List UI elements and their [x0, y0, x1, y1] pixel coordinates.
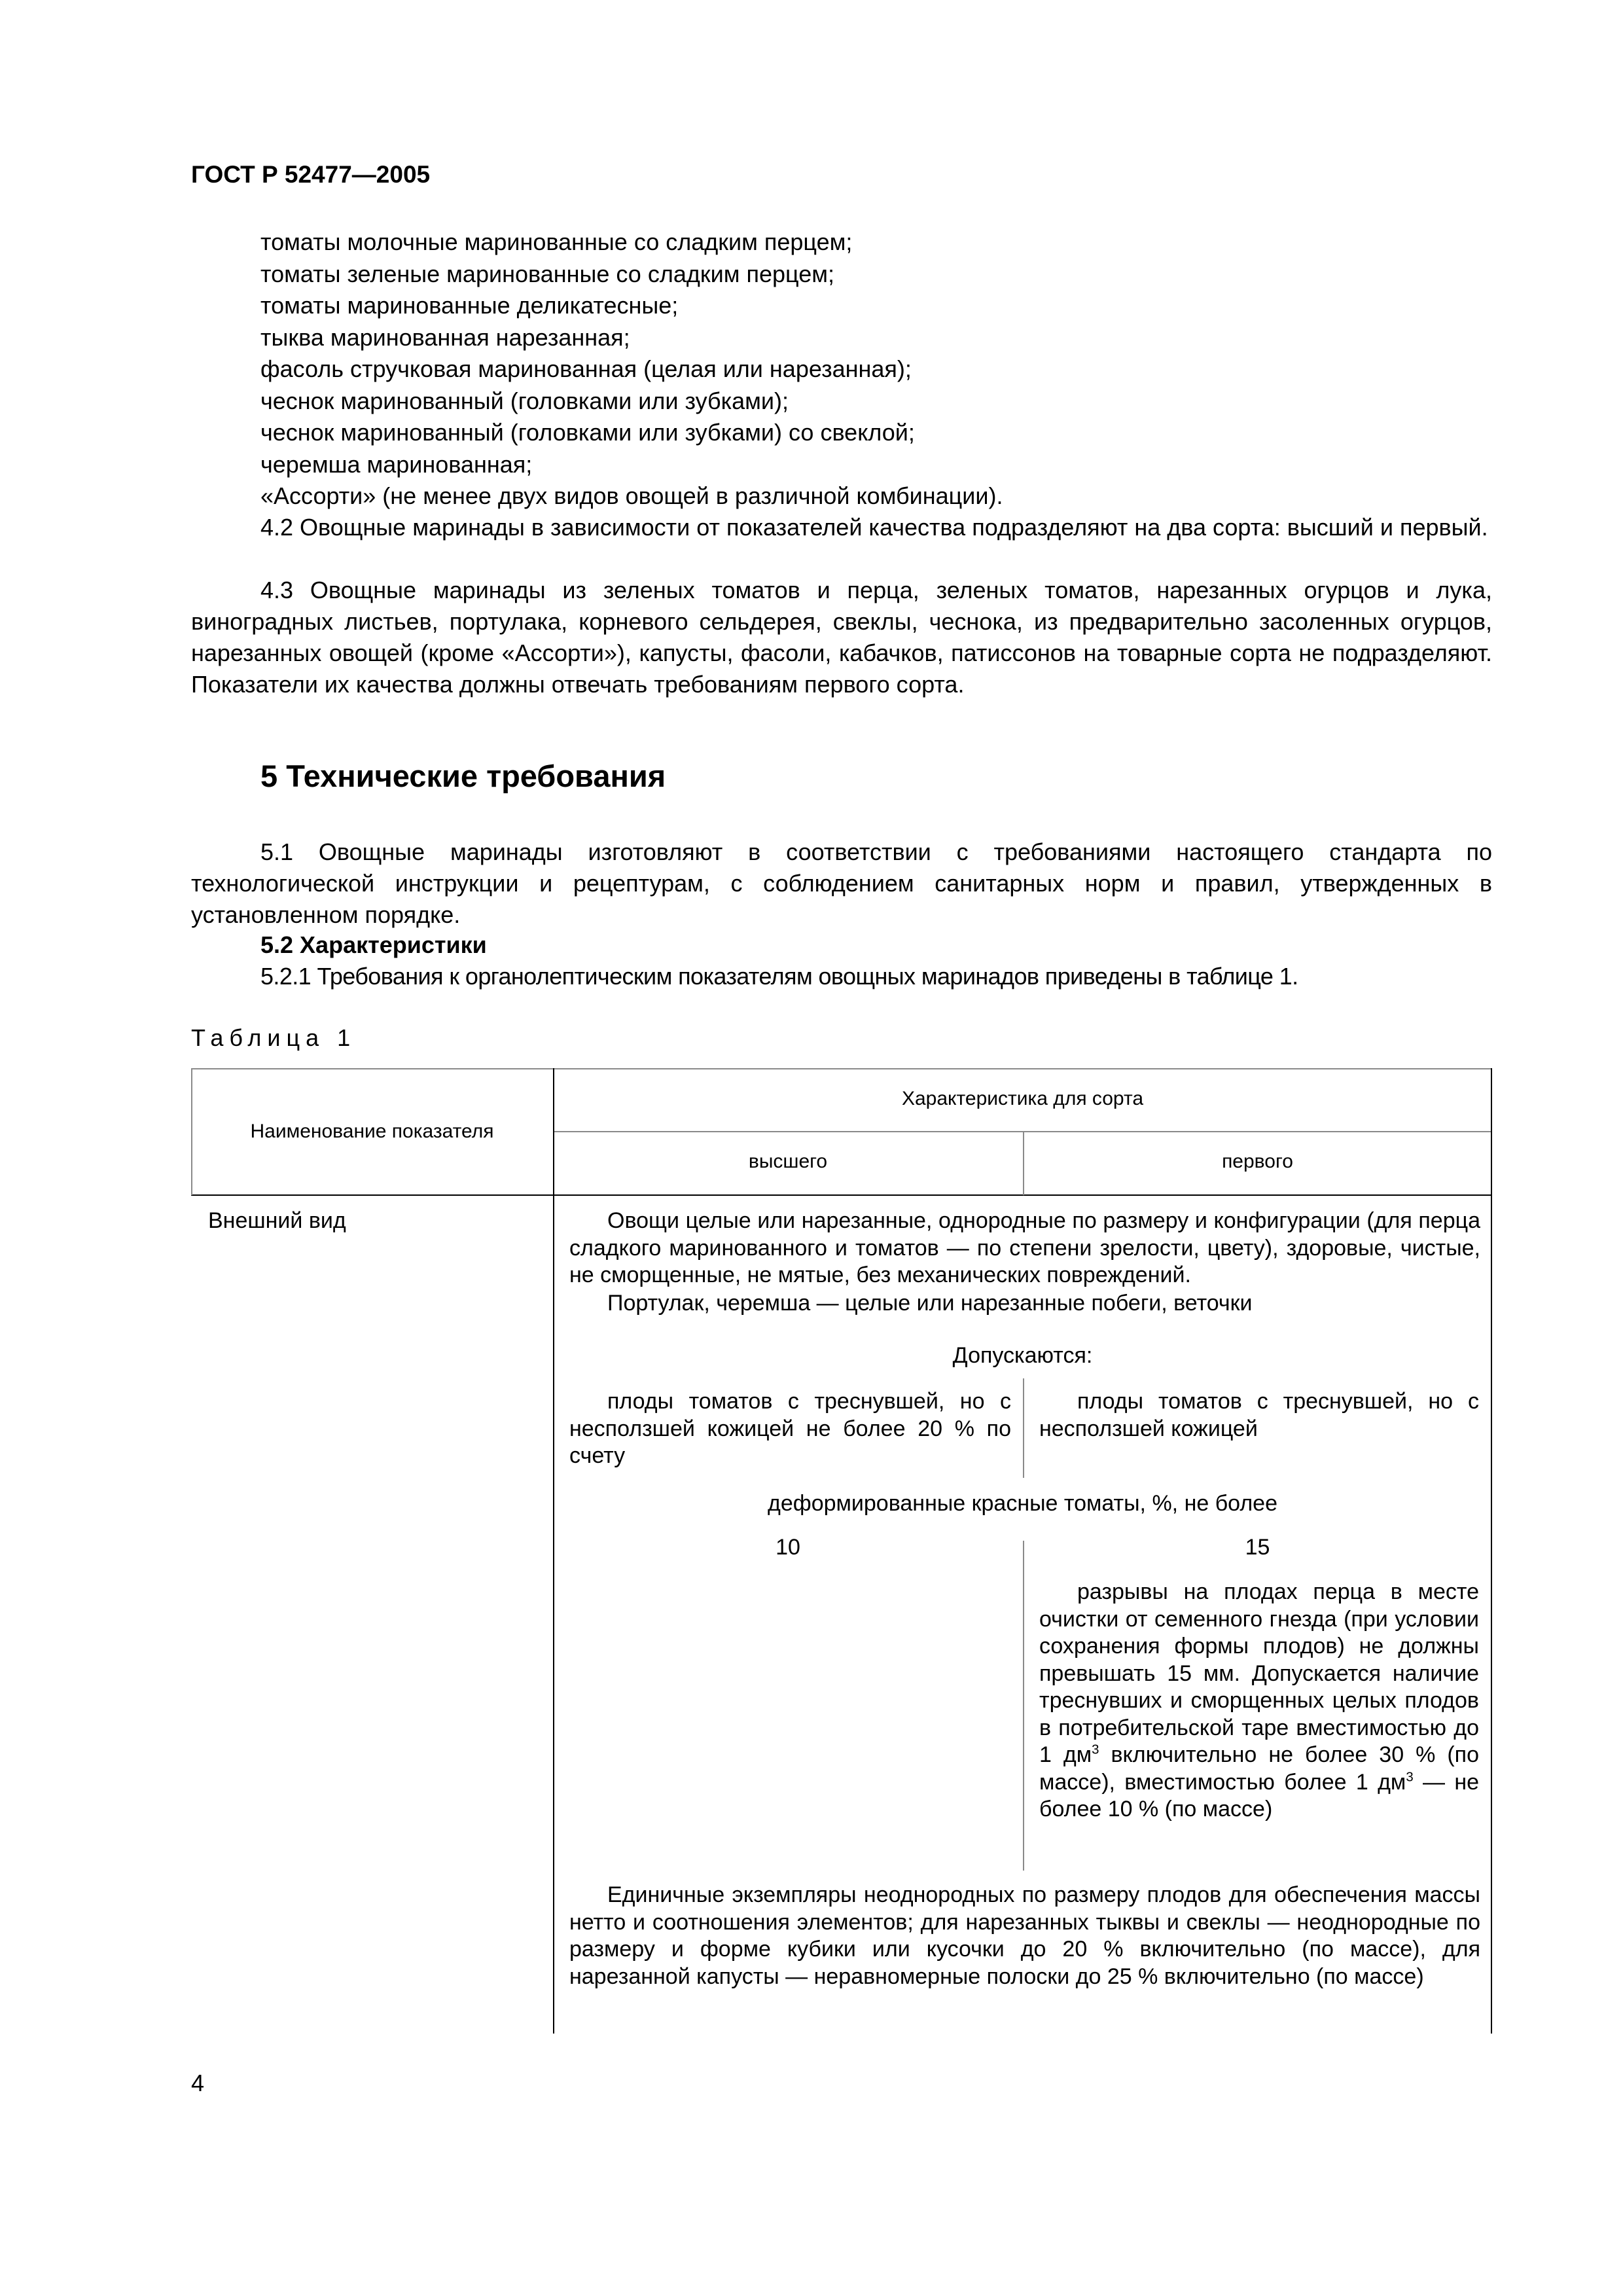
single-specimens-text: Единичные экземпляры неоднородных по размеру плодов для обеспечения массы нетто и соотношения элементов; для нарезанных тыквы и свеклы — неоднородные по размеру и форме кубики или кусочки до 20 % включительно (по массе), для нарезанной капусты — неравномерные полоски до 25 % включительно (по массе) [569, 1882, 1480, 1989]
superscript-3: 3 [1406, 1770, 1414, 1785]
col-header-group: Характеристика для сорта [901, 1088, 1144, 1109]
list-item: тыква маринованная нарезанная; [260, 323, 630, 351]
page-number: 4 [191, 2070, 205, 2096]
col-header-indicator: Наименование показателя [250, 1121, 494, 1142]
tomato-cracks-high: плоды томатов с треснувшей, но с несползшей кожицей не более 20 % по счету [569, 1389, 1011, 1468]
paragraph-5-2-1: 5.2.1 Требования к органолептическим показателям овощных маринадов приведены в таблице 1. [260, 963, 1298, 990]
table-cell-rule [1023, 1378, 1024, 1478]
table-cell-rule [1023, 1541, 1024, 1871]
product-list [260, 226, 1504, 512]
document-header: ГОСТ Р 52477—2005 [191, 161, 431, 188]
section-5-title: 5 Технические требования [260, 759, 666, 793]
deformed-high-value: 10 [776, 1535, 800, 1560]
col-header-first: первого [1222, 1151, 1293, 1172]
col-header-high: высшего [748, 1151, 828, 1172]
pepper-text-b: включительно не более 30 % (по массе), вместимостью более 1 дм [1039, 1742, 1479, 1795]
list-item: черемша маринованная; [260, 450, 533, 478]
pepper-text [1039, 1579, 1479, 1823]
subsection-5-2-title: 5.2 Характеристики [260, 931, 487, 958]
paragraph-5-1: 5.1 Овощные маринады изготовляют в соответствии с требованиями настоящего стандарта по технологической инструкции и рецептурам, с соблюдением санитарных норм и правил, утвержденных в установленном порядке. [191, 838, 1492, 928]
portulak-text: Портулак, черемша — целые или нарезанные побеги, веточки [607, 1291, 1253, 1316]
row-name: Внешний вид [208, 1208, 346, 1233]
superscript-3: 3 [1092, 1742, 1099, 1757]
deformed-label: деформированные красные томаты, %, не более [767, 1491, 1277, 1516]
list-item: томаты молочные маринованные со сладким перцем; [260, 228, 853, 255]
list-item: томаты зеленые маринованные со сладким перцем; [260, 260, 834, 287]
paragraph-4-2: 4.2 Овощные маринады в зависимости от показателей качества подразделяют на два сорта: высший и первый. [260, 514, 1488, 541]
pepper-text-a: разрывы на плодах перца в месте очистки от семенного гнезда (при условии сохранения формы плодов) не должны превышать 15 мм. Допускается наличие треснувших и сморщенных целых плодов в потребительской таре вместимостью до 1 дм [1039, 1579, 1479, 1767]
table-caption: Таблица 1 [191, 1024, 357, 1051]
list-item: фасоль стручковая маринованная (целая или нарезанная); [260, 355, 912, 382]
list-item: томаты маринованные деликатесные; [260, 292, 679, 319]
tomato-cracks-first: плоды томатов с треснувшей, но с несползшей кожицей [1039, 1389, 1479, 1441]
table-header-rule [191, 1194, 1492, 1196]
deformed-first-value: 15 [1245, 1535, 1270, 1560]
list-item: «Ассорти» (не менее двух видов овощей в различной комбинации). [260, 482, 1003, 509]
list-item: чеснок маринованный (головками или зубками) со свеклой; [260, 419, 915, 446]
allowed-label: Допускаются: [952, 1343, 1093, 1368]
general-text: Овощи целые или нарезанные, однородные по размеру и конфигурации (для перца сладкого маринованного и томатов — по степени зрелости, цвету), здоровые, чистые, не сморщенные, не мятые, без механических повреждений. [569, 1208, 1480, 1287]
paragraph-4-3: 4.3 Овощные маринады из зеленых томатов и перца, зеленых томатов, нарезанных огурцов и лука, виноградных листьев, портулака, корневого сельдерея, свеклы, чеснока, из предварительно засоленных огурцов, нарезанных овощей (кроме «Ассорти»), капусты, фасоли, кабачков, патиссонов на товарные сорта не подразделяют. Показатели их качества должны отвечать требованиям первого сорта. [191, 577, 1492, 698]
table-border-top [191, 1068, 1492, 1069]
list-item: чеснок маринованный (головками или зубками); [260, 387, 789, 414]
pepper-text-c: — не более 10 % (по массе) [1039, 1769, 1480, 1821]
